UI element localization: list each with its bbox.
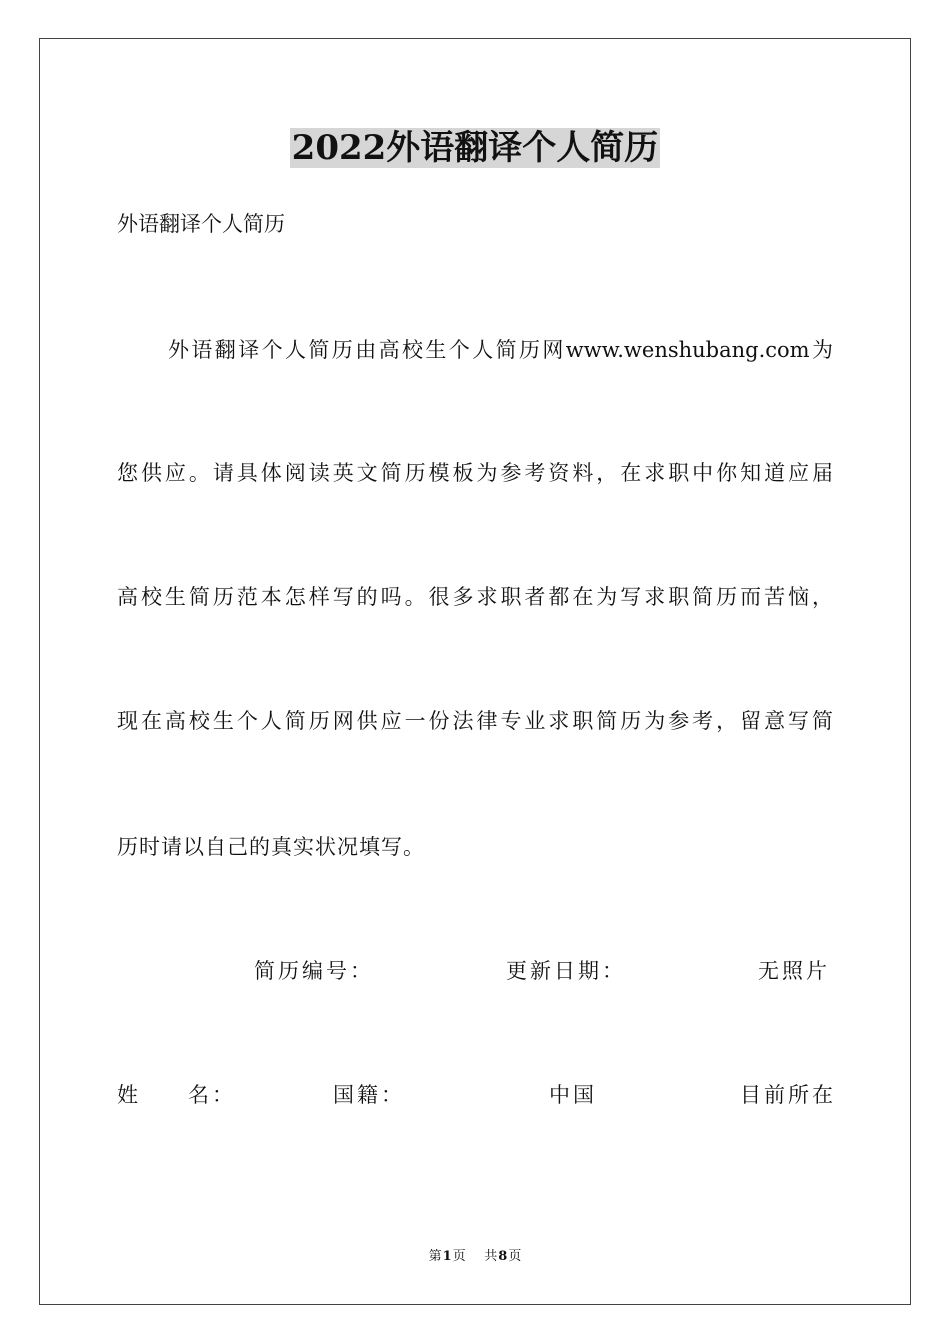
nationality-label: 国籍：: [333, 1083, 405, 1107]
footer-page-suffix: 页: [452, 1249, 466, 1264]
footer-page-number: 1: [442, 1249, 452, 1264]
name-label-second: 名：: [188, 1083, 236, 1107]
document-title: 2022外语翻译个人简历: [291, 128, 659, 168]
footer-page-prefix: 第: [428, 1249, 442, 1264]
paragraph-line-4: 现在高校生个人简历网供应一份法律专业求职简历为参考，留意写简: [117, 709, 833, 733]
document-subtitle: 外语翻译个人简历: [117, 212, 285, 236]
resume-number-label: 简历编号：: [254, 959, 374, 983]
no-photo-label: 无照片: [758, 959, 830, 983]
title-wrap: [0, 128, 950, 168]
nationality-value: 中国: [549, 1083, 597, 1107]
paragraph-line-2: 您供应。请具体阅读英文简历模板为参考资料，在求职中你知道应届: [117, 461, 833, 485]
footer-total-suffix: 页: [508, 1249, 522, 1264]
current-location-label: 目前所在: [740, 1083, 836, 1107]
footer-total-number: 8: [498, 1249, 508, 1264]
paragraph-line-5: 历时请以自己的真实状况填写。: [117, 835, 425, 859]
name-label-first: 姓: [117, 1083, 141, 1107]
update-date-label: 更新日期：: [506, 959, 626, 983]
page-footer: [0, 1248, 950, 1266]
paragraph-line-3: 高校生简历范本怎样写的吗。很多求职者都在为写求职简历而苦恼，: [117, 585, 833, 609]
paragraph-line-1: 外语翻译个人简历由高校生个人简历网www.wenshubang.com为: [168, 338, 833, 362]
footer-total-prefix: 共: [484, 1249, 498, 1264]
